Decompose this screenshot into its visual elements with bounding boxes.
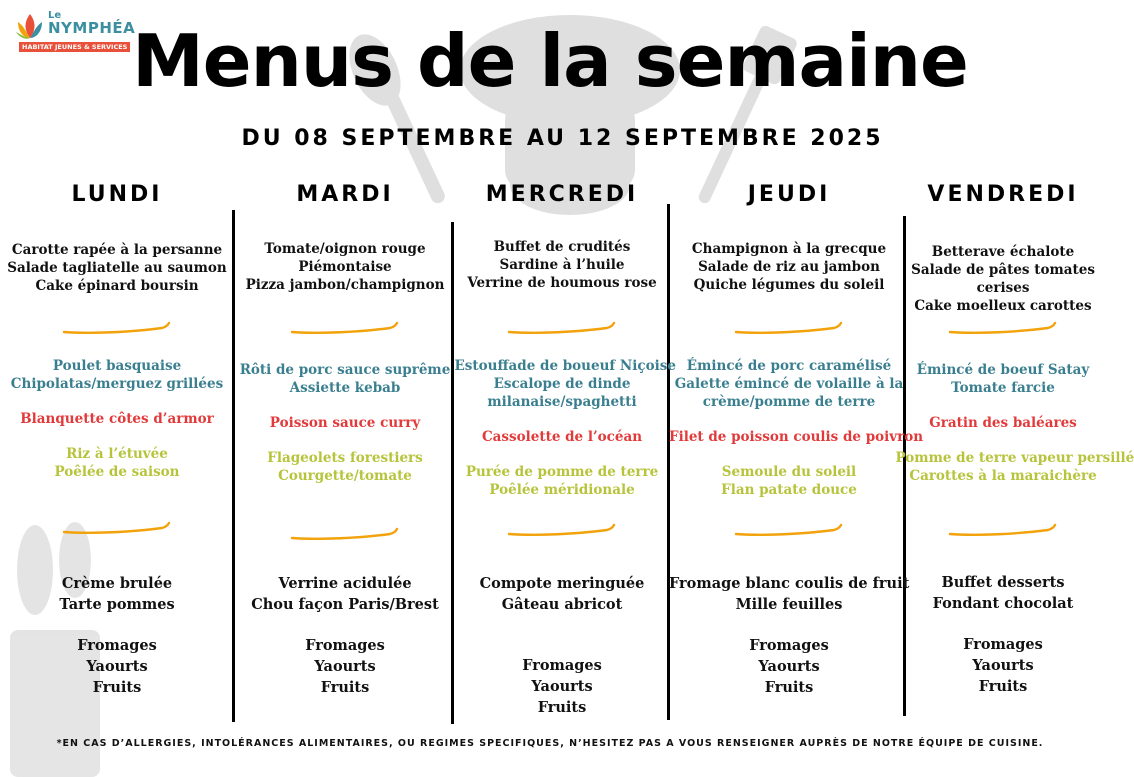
dairy-fruit-list: [455, 655, 670, 718]
main-dishes-list-item: Estouffade de boueuf Niçoise: [454, 358, 676, 374]
dairy-fruit-list: [2, 635, 232, 698]
starters-list-item: Betterave échalote: [931, 244, 1075, 260]
desserts-list-item: Chou façon Paris/Brest: [251, 596, 439, 613]
desserts-list: [896, 572, 1111, 614]
divider-swash-icon: [290, 322, 400, 336]
side-dishes-list-item: Poêlée de saison: [54, 464, 180, 480]
side-dishes-list-item: Pomme de terre vapeur persillé: [895, 450, 1134, 466]
main-dishes-list: [454, 357, 676, 411]
allergy-notice: *EN CAS D’ALLERGIES, INTOLÉRANCES ALIMENTAIRES, OU REGIMES SPECIFIQUES, N’HESITEZ PAS A VOUS RENSEIGNER AUPRÈS DE NOTRE ÉQUIPE DE CUISINE.: [56, 738, 1044, 749]
starters-list: [669, 240, 909, 294]
main-dishes-list-item: Poulet basquaise: [52, 358, 182, 374]
main-dishes-list-item: crème/pomme de terre: [702, 394, 876, 410]
desserts-list: [2, 573, 232, 615]
date-range: DU 08 SEPTEMBRE AU 12 SEPTEMBRE 2025: [241, 126, 884, 151]
dairy-fruit-list-item: Fruits: [92, 679, 142, 696]
main-dishes-list-item: milanaise/spaghetti: [487, 394, 637, 410]
main-dishes-list: [896, 361, 1111, 397]
fish-dish-list-item: Gratin des baléares: [929, 415, 1077, 431]
desserts-list-item: Crème brulée: [61, 575, 173, 592]
dairy-fruit-list-item: Fruits: [978, 678, 1028, 695]
starters-list: [2, 241, 232, 295]
day-column-vendredi: [895, 0, 1134, 777]
side-dishes-list: [895, 449, 1134, 485]
starters-list-item: Pizza jambon/champignon: [245, 277, 445, 293]
dairy-fruit-list-item: Fromages: [749, 637, 829, 654]
side-dishes-list: [455, 463, 670, 499]
fish-dish-list: [233, 414, 458, 432]
divider-swash-icon: [290, 528, 400, 542]
starters-list-item: Cake moelleux carottes: [914, 298, 1092, 314]
desserts-list: [669, 573, 909, 615]
side-dishes-list-item: Flan patate douce: [721, 482, 857, 498]
main-dishes-list: [2, 357, 232, 393]
fish-dish-list: [669, 428, 924, 446]
main-dishes-list-item: Rôti de porc sauce suprême: [239, 362, 451, 378]
side-dishes-list-item: Riz à l’étuvée: [66, 446, 168, 462]
dairy-fruit-list-item: Yaourts: [758, 658, 820, 675]
side-dishes-list: [2, 445, 232, 481]
main-dishes-list: [233, 361, 458, 397]
day-column-mardi: [233, 0, 458, 777]
side-dishes-list-item: Flageolets forestiers: [267, 450, 423, 466]
divider-swash-icon: [948, 322, 1058, 336]
dairy-fruit-list-item: Fromages: [77, 637, 157, 654]
dairy-fruit-list-item: Fromages: [522, 657, 602, 674]
dairy-fruit-list: [896, 634, 1111, 697]
dairy-fruit-list-item: Fruits: [320, 679, 370, 696]
divider-swash-icon: [507, 322, 617, 336]
logo-name: NYMPHÉA: [48, 19, 136, 37]
starters-list-item: Piémontaise: [298, 259, 392, 275]
starters-list-item: Salade de pâtes tomates: [911, 262, 1095, 278]
side-dishes-list-item: Semoule du soleil: [721, 464, 857, 480]
dairy-fruit-list-item: Yaourts: [972, 657, 1034, 674]
starters-list-item: Salade de riz au jambon: [698, 259, 880, 275]
dairy-fruit-list-item: Fruits: [537, 699, 587, 716]
day-column-lundi: [2, 0, 232, 777]
dairy-fruit-list-item: Fromages: [305, 637, 385, 654]
side-dishes-list-item: Purée de pomme de terre: [465, 464, 659, 480]
day-heading: MERCREDI: [485, 182, 639, 207]
divider-swash-icon: [734, 322, 844, 336]
main-dishes-list-item: Émincé de boeuf Satay: [916, 362, 1090, 378]
divider-swash-icon: [734, 524, 844, 538]
starters-list-item: cerises: [976, 280, 1030, 296]
main-dishes-list-item: Chipolatas/merguez grillées: [10, 376, 224, 392]
day-column-mercredi: [454, 0, 676, 777]
day-heading: MARDI: [296, 182, 394, 207]
fish-dish-list: [896, 414, 1111, 432]
fish-dish-list-item: Blanquette côtes d’armor: [20, 411, 214, 427]
side-dishes-list-item: Carottes à la maraichère: [909, 468, 1097, 484]
dairy-fruit-list: [233, 635, 458, 698]
starters-list-item: Tomate/oignon rouge: [264, 241, 426, 257]
dairy-fruit-list-item: Yaourts: [314, 658, 376, 675]
fish-dish-list: [2, 410, 232, 428]
day-heading: VENDREDI: [927, 182, 1079, 207]
main-dishes-list-item: Galette émincé de volaille à la: [674, 376, 904, 392]
side-dishes-list-item: Poêlée méridionale: [489, 482, 635, 498]
dairy-fruit-list-item: Yaourts: [86, 658, 148, 675]
desserts-list-item: Compote meringuée: [479, 575, 645, 592]
divider-swash-icon: [62, 322, 172, 336]
fish-dish-list-item: Filet de poisson coulis de poivron: [669, 429, 924, 445]
main-dishes-list-item: Émincé de porc caramélisé: [686, 358, 892, 374]
divider-swash-icon: [507, 524, 617, 538]
starters-list: [233, 240, 458, 294]
side-dishes-list-item: Courgette/tomate: [278, 468, 412, 484]
day-column-jeudi: [669, 0, 924, 777]
desserts-list: [455, 573, 670, 615]
day-heading: LUNDI: [71, 182, 163, 207]
fish-dish-list-item: Poisson sauce curry: [269, 415, 421, 431]
main-dishes-list-item: Assiette kebab: [289, 380, 401, 396]
desserts-list-item: Fromage blanc coulis de fruit: [669, 575, 910, 592]
starters-list-item: Carotte rapée à la persanne: [11, 242, 223, 258]
fish-dish-list-item: Cassolette de l’océan: [481, 429, 643, 445]
side-dishes-list: [669, 463, 909, 499]
starters-list-item: Quiche légumes du soleil: [693, 277, 885, 293]
starters-list-item: Champignon à la grecque: [691, 241, 887, 257]
starters-list-item: Cake épinard boursin: [35, 278, 199, 294]
dairy-fruit-list-item: Yaourts: [531, 678, 593, 695]
desserts-list: [233, 573, 458, 615]
desserts-list-item: Buffet desserts: [941, 574, 1065, 591]
logo-tagline: HABITAT JEUNES & SERVICES: [19, 42, 130, 52]
page-title: Menus de la semaine: [132, 19, 968, 103]
starters-list-item: Buffet de crudités: [493, 239, 631, 255]
desserts-list-item: Gâteau abricot: [501, 596, 623, 613]
starters-list-item: Salade tagliatelle au saumon: [7, 260, 227, 276]
day-heading: JEUDI: [747, 182, 831, 207]
dairy-fruit-list: [669, 635, 909, 698]
desserts-list-item: Tarte pommes: [59, 596, 175, 613]
desserts-list-item: Verrine acidulée: [278, 575, 412, 592]
main-dishes-list: [669, 357, 909, 411]
main-dishes-list-item: Tomate farcie: [951, 380, 1055, 396]
desserts-list-item: Fondant chocolat: [932, 595, 1074, 612]
starters-list: [896, 243, 1111, 315]
starters-list: [455, 238, 670, 292]
fish-dish-list: [455, 428, 670, 446]
desserts-list-item: Mille feuilles: [735, 596, 843, 613]
starters-list-item: Verrine de houmous rose: [467, 275, 657, 291]
divider-swash-icon: [948, 524, 1058, 538]
divider-swash-icon: [62, 522, 172, 536]
main-dishes-list-item: Escalope de dinde: [493, 376, 631, 392]
starters-list-item: Sardine à l’huile: [499, 257, 625, 273]
side-dishes-list: [233, 449, 458, 485]
dairy-fruit-list-item: Fruits: [764, 679, 814, 696]
dairy-fruit-list-item: Fromages: [963, 636, 1043, 653]
logo-le: Le: [48, 10, 62, 21]
